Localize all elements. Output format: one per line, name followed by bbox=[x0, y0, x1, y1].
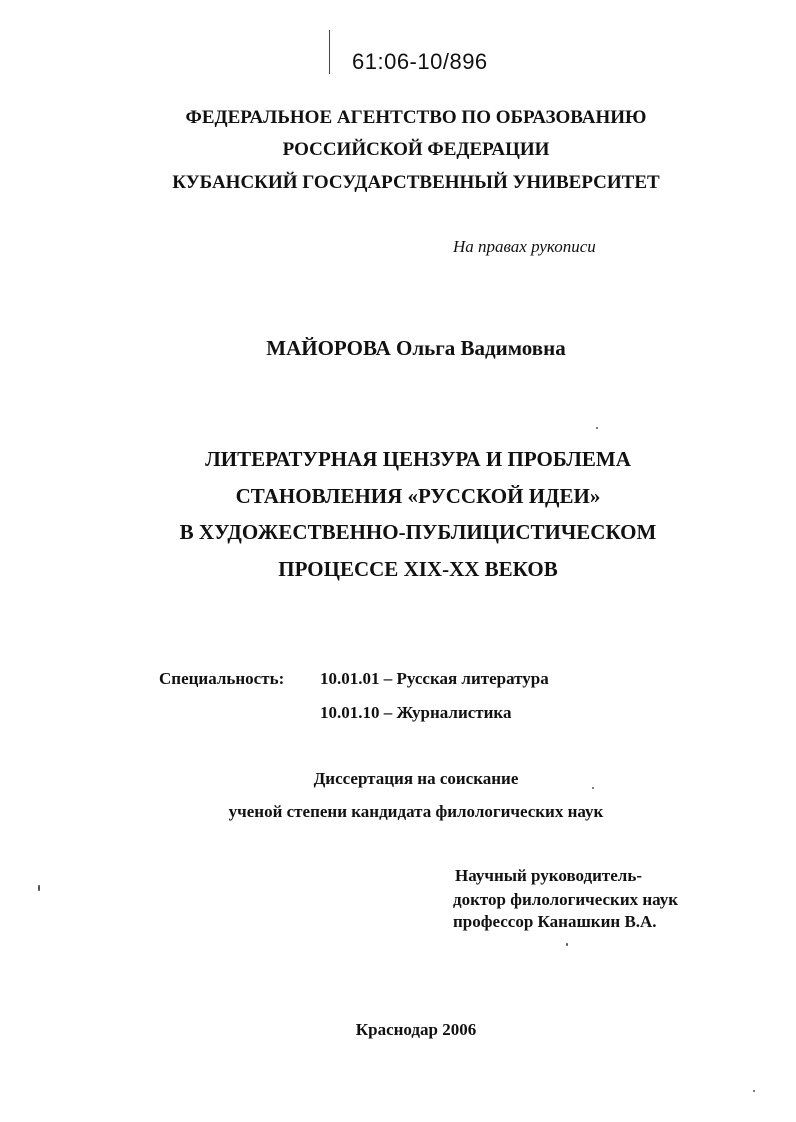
organization-line-2: РОССИЙСКОЙ ФЕДЕРАЦИИ bbox=[282, 139, 550, 160]
scan-speck bbox=[566, 943, 568, 946]
supervisor-line-1: Научный руководитель- bbox=[455, 866, 642, 885]
scan-speck bbox=[753, 1090, 755, 1092]
dissertation-line-1: Диссертация на соискание bbox=[313, 769, 519, 788]
scan-speck bbox=[596, 427, 598, 429]
catalog-number: 61:06-10/896 bbox=[352, 49, 488, 74]
scan-speck bbox=[38, 885, 40, 891]
dissertation-line-2: ученой степени кандидата филологических наук bbox=[228, 802, 604, 821]
organization-line-3: КУБАНСКИЙ ГОСУДАРСТВЕННЫЙ УНИВЕРСИТЕТ bbox=[172, 172, 660, 193]
supervisor-line-2: доктор филологических наук bbox=[453, 890, 679, 909]
specialty-label: Специальность: bbox=[159, 669, 285, 688]
author-name: МАЙОРОВА Ольга Вадимовна bbox=[266, 336, 566, 360]
organization-line-1: ФЕДЕРАЛЬНОЕ АГЕНТСТВО ПО ОБРАЗОВАНИЮ bbox=[185, 107, 647, 128]
thesis-title-line-4: ПРОЦЕССЕ XIX-XX ВЕКОВ bbox=[278, 557, 558, 581]
supervisor-line-3: профессор Канашкин В.А. bbox=[453, 912, 657, 931]
specialty-item-1: 10.01.01 – Русская литература bbox=[320, 669, 549, 688]
thesis-title-line-3: В ХУДОЖЕСТВЕННО-ПУБЛИЦИСТИЧЕСКОМ bbox=[179, 520, 657, 544]
specialty-item-2: 10.01.10 – Журналистика bbox=[320, 703, 512, 722]
rights-note: На правах рукописи bbox=[453, 237, 596, 256]
city-year: Краснодар 2006 bbox=[355, 1020, 477, 1039]
thesis-title-line-1: ЛИТЕРАТУРНАЯ ЦЕНЗУРА И ПРОБЛЕМА bbox=[205, 447, 631, 471]
scan-speck bbox=[592, 787, 594, 789]
stamp-vertical-rule bbox=[329, 30, 330, 74]
thesis-title-line-2: СТАНОВЛЕНИЯ «РУССКОЙ ИДЕИ» bbox=[235, 484, 601, 508]
